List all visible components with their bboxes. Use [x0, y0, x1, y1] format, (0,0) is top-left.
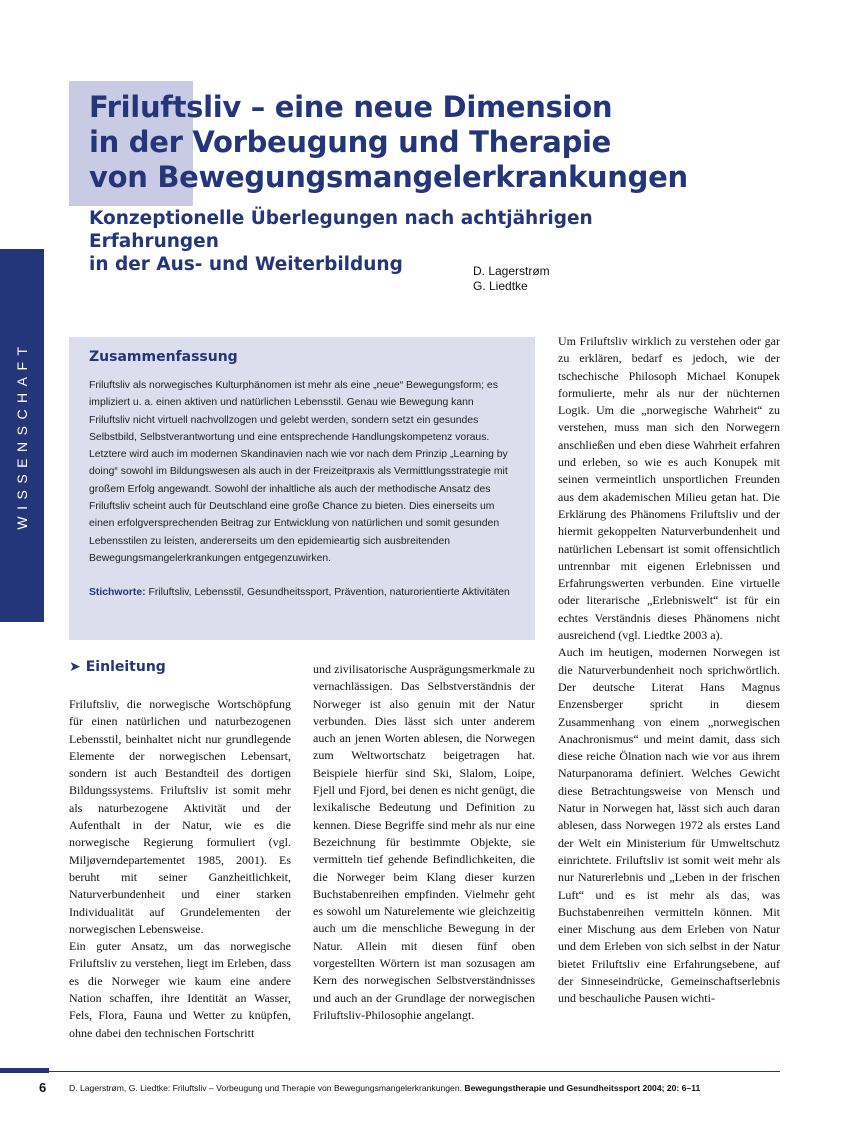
author-name: D. Lagerstrøm [473, 264, 550, 278]
paragraph: Ein guter Ansatz, um das norwegische Friluftsliv zu verstehen, liegt im Erleben, dass es die Norweger wie kaum eine andere Nation schaffen, ihre Identität an Wasser, Fels, Flora, Fauna und Wetter zu knüpfen, ohne dabei den technischen Fortschritt [69, 939, 291, 1040]
citation-text: D. Lagerstrøm, G. Liedtke: Friluftsliv – Vorbeugung und Therapie von Bewegungsmangelerkrankungen. [69, 1083, 465, 1093]
abstract-heading: Zusammenfassung [89, 349, 238, 365]
title-line: in der Vorbeugung und Therapie [89, 125, 612, 159]
paragraph: Auch im heutigen, modernen Norwegen ist die Naturverbundenheit noch sprichwörtlich. Der deutsche Literat Hans Magnus Enzensberger spricht in diesem Zusammenhang von einem „norwegischen Anachronismus“ und meint damit, dass sich diese reiche Ölnation nach wie vor aus ihrem Naturpanorama definiert. Welches Gewicht diese Betrachtungsweise von Mensch und Natur in Norwegen hat, lässt sich auch daran ablesen, dass Norwegen 1972 als erstes Land der Welt ein Ministerium für Umweltschutz einrichtete. Friluftsliv ist somit weit mehr als nur Naturerlebnis und „Leben in der frischen Luft“ und es ist mehr als das, was Buchstabenreihen vermitteln können. Mit einer Mischung aus dem Erleben von Natur und dem Erleben von sich selbst in der Natur bietet Friluftsliv eine Erfahrungsebene, auf der Sinneseindrücke, Gemeinschaftserlebnis und beschauliche Pausen wichti- [558, 645, 780, 1006]
page-number: 6 [39, 1080, 47, 1095]
body-column-2 [313, 661, 535, 1024]
article-subtitle [89, 207, 709, 276]
author-name: G. Liedtke [473, 279, 528, 293]
article-title [89, 90, 709, 195]
section-label: WISSENSCHAFT [14, 340, 30, 530]
footer-accent-bar [0, 1068, 49, 1073]
title-line: Friluftsliv – eine neue Dimension [89, 90, 613, 124]
abstract-box [69, 337, 535, 640]
paragraph: Um Friluftsliv wirklich zu verstehen oder gar zu erklären, bedarf es jedoch, wie der tschechische Philosoph Michael Konupek formulierte, mehr als nur der nüchternen Logik. Um die „norwegische Wahrheit“ zu verstehen, muss man sich den Norwegern anschließen und eben diese Wahrheit erfahren und erleben, so wie es auch Konupek mit seinen vermeintlich unsportlichen Freunden aus dem akademischen Milieu getan hat. Die Erklärung des Phänomens Friluftsliv und der hiermit gekoppelten Naturverbundenheit und natürlichen Lebensart ist somit offensichtlich untrennbar mit eigenen Erlebnissen und Erfahrungswerten verbunden. Eine virtuelle oder literarische „Erlebniswelt“ ist für ein echtes Verständnis dieses Phänomens nicht ausreichend (vgl. Liedtke 2003 a). [558, 334, 780, 643]
section-heading-text: Einleitung [85, 659, 166, 675]
keywords-text: Friluftsliv, Lebensstil, Gesundheitssport, Prävention, naturorientierte Aktivitäten [148, 587, 510, 599]
footer-citation [69, 1083, 700, 1093]
subtitle-line: in der Aus- und Weiterbildung [89, 254, 403, 275]
body-column-3 [558, 333, 780, 1008]
arrow-right-icon: ➤ [69, 659, 81, 675]
paragraph: Friluftsliv, die norwegische Wortschöpfung für einen natürlichen und naturbezogenen Lebensstil, beinhaltet nicht nur grundlegende Elemente der norwegischen Lebensart, sondern ist auch Bestandteil des dortigen Bildungssystems. Friluftsliv ist somit mehr als naturbezogene Aktivität und der Aufenthalt in der Natur, wie es die norwegische Regierung formuliert (vgl. Miljøverndepartementet 1985, 2001). Es beruht mit seiner Ganzheitlichkeit, Naturverbundenheit und einer starken Individualität auf Grundelementen der norwegischen Lebensweise. [69, 697, 291, 936]
author-list [473, 264, 550, 294]
citation-journal: Bewegungstherapie und Gesundheitssport 2004; 20: 6–11 [464, 1083, 701, 1093]
footer-rule [49, 1071, 780, 1072]
subtitle-line: Konzeptionelle Überlegungen nach achtjährigen Erfahrungen [89, 208, 593, 252]
section-heading-einleitung [69, 659, 166, 675]
abstract-text: Friluftsliv als norwegisches Kulturphänomen ist mehr als eine „neue“ Bewegungsform; es impliziert u. a. einen aktiven und natürlichen Lebensstil. Genau wie Bewegung kann Friluftsliv nicht virtuell nachvollzogen und gelebt werden, sondern setzt ein gesundes Selbstbild, Selbstverantwortung und eine entsprechende Handlungskompetenz voraus. Letztere wird auch im modernen Skandinavien nach wie vor nach dem Prinzip „Learning by doing“ sowohl im Bildungswesen als auch in der Freizeitpraxis als Vermittlungsstrategie mit großem Erfolg angewandt. Sowohl der inhaltliche als auch der methodische Ansatz des Friluftsliv scheint auch für Deutschland eine große Chance zu bieten. Dies einerseits um einen erfolgversprechenden Beitrag zur Entwicklung von natürlichen und somit gesunden Lebensstilen zu leisten, andererseits um den epidemieartig sich ausbreitenden Bewegungsmangelerkrankungen entgegenzuwirken. [89, 380, 508, 564]
body-column-1 [69, 696, 291, 1042]
keywords-label: Stichworte: [89, 587, 146, 599]
title-line: von Bewegungsmangelerkrankungen [89, 160, 688, 194]
paragraph: und zivilisatorische Ausprägungsmerkmale zu vernachlässigen. Das Selbstverständnis der Norweger ist also genuin mit der Natur verbunden. Dies lässt sich unter anderem auch an jenen Worten ablesen, die Norwegen zum Weltwortschatz beigetragen hat. Beispiele hierfür sind Ski, Slalom, Loipe, Fjell und Fjord, bei denen es nicht genügt, die lexikalische Bedeutung und Definition zu kennen. Diese Begriffe sind mehr als nur eine Bezeichnung für bestimmte Objekte, sie vermitteln tief gehende Befindlichkeiten, die die Norweger beim Klang dieser kurzen Buchstabenreihen empfinden. Vielmehr geht es sowohl um Naturelemente wie gleichzeitig auch um die menschliche Bewegung in der Natur. Allein mit diesen fünf oben vorgestellten Wörtern ist man sozusagen am Kern des norwegischen Selbstverständnisses und auch an der Grundlage der norwegischen Friluftsliv-Philosophie angelangt. [313, 662, 535, 1022]
keywords [89, 584, 515, 601]
